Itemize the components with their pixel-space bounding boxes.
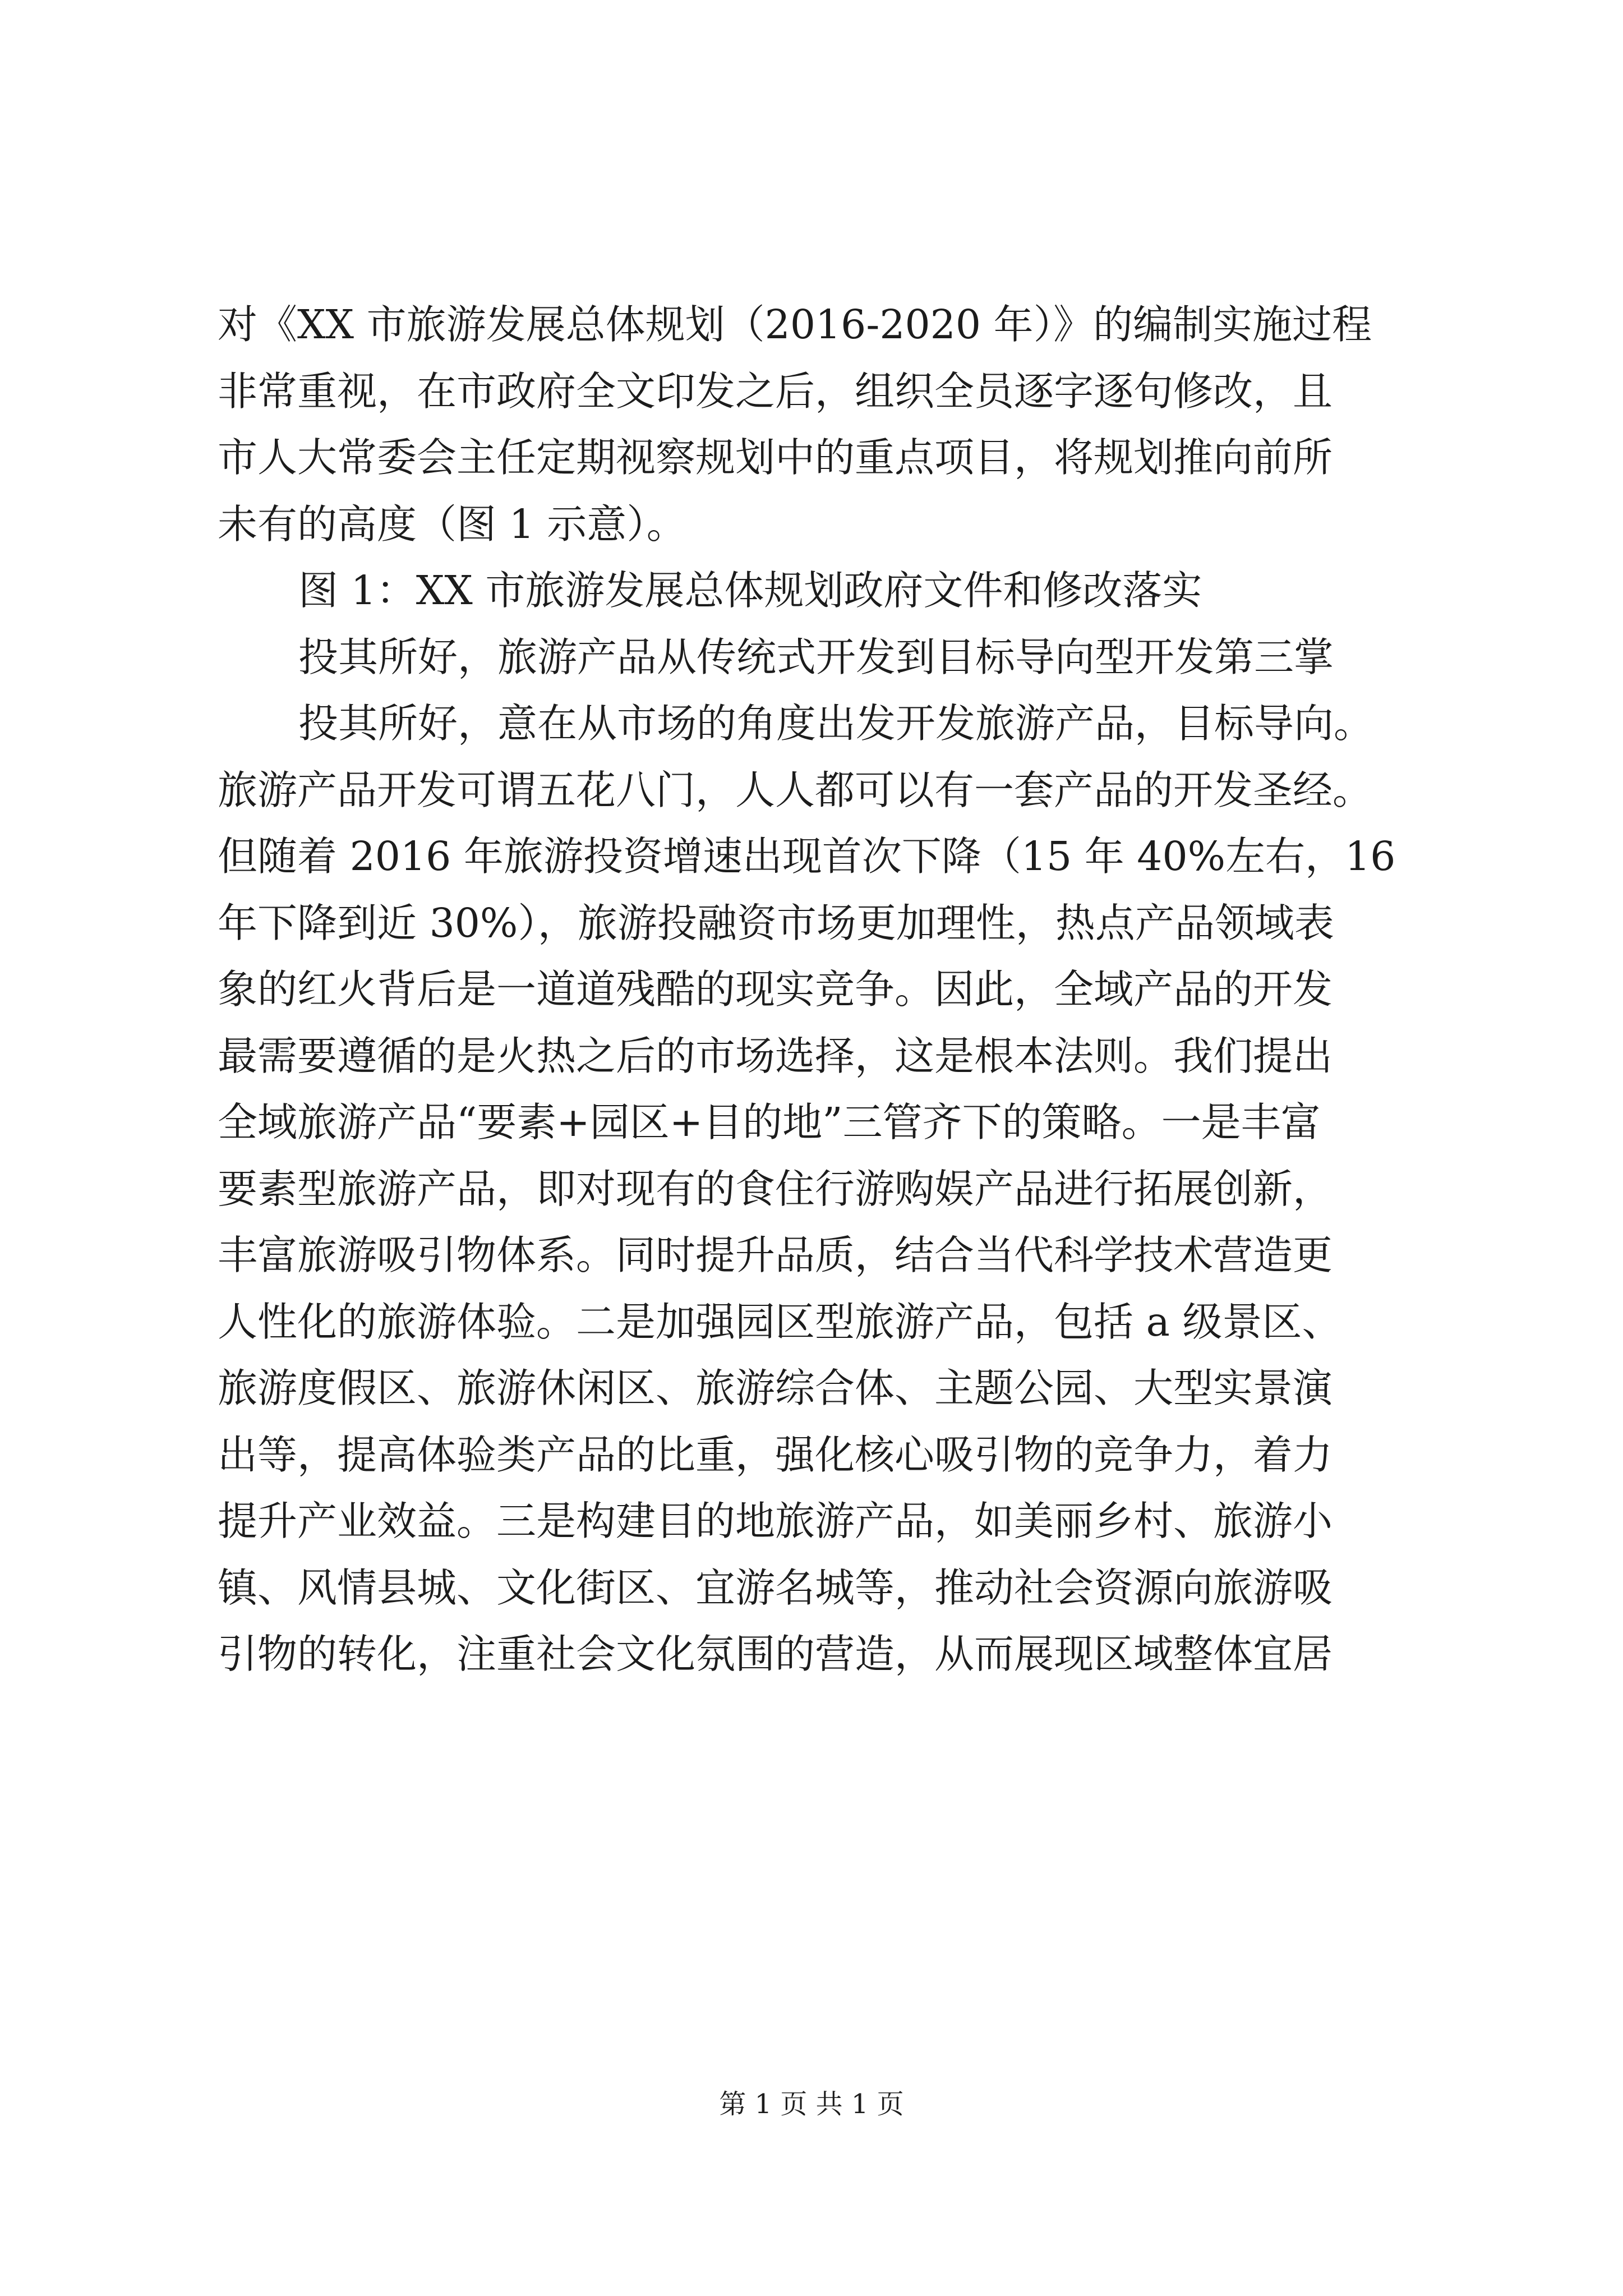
text-line: 出等，提高体验类产品的比重，强化核心吸引物的竞争力，着力 [218, 1431, 1333, 1478]
text-line: 最需要遵循的是火热之后的市场选择，这是根本法则。我们提出 [218, 1032, 1333, 1079]
text-line: 市人大常委会主任定期视察规划中的重点项目，将规划推向前所 [218, 434, 1333, 481]
text-line: 旅游产品开发可谓五花八门，人人都可以有一套产品的开发圣经。 [218, 766, 1373, 813]
text-line: 但随着 2016 年旅游投资增速出现首次下降（15 年 40%左右，16 [218, 833, 1396, 880]
text-line: 全域旅游产品“要素+园区+目的地”三管齐下的策略。一是丰富 [218, 1099, 1321, 1145]
text-line: 非常重视，在市政府全文印发之后，组织全员逐字逐句修改，且 [218, 367, 1333, 415]
text-line: 引物的转化，注重社会文化氛围的营造，从而展现区域整体宜居 [218, 1631, 1333, 1677]
page-footer: 第 1 页 共 1 页 [719, 2088, 904, 2120]
text-line: 人性化的旅游体验。二是加强园区型旅游产品，包括 a 级景区、 [218, 1298, 1342, 1345]
text-line: 象的红火背后是一道道残酷的现实竞争。因此，全域产品的开发 [218, 966, 1333, 1013]
body-text [218, 292, 1423, 1688]
text-line: 未有的高度（图 1 示意）。 [218, 500, 686, 547]
text-line: 镇、风情县城、文化街区、宜游名城等，推动社会资源向旅游吸 [218, 1564, 1333, 1611]
paragraph-first-line: 投其所好，意在从市场的角度出发开发旅游产品，目标导向。 [298, 700, 1374, 747]
text-line: 对《XX 市旅游发展总体规划（2016-2020 年）》的编制实施过程 [218, 301, 1372, 348]
figure-caption: 图 1：XX 市旅游发展总体规划政府文件和修改落实 [298, 567, 1202, 614]
text-line: 丰富旅游吸引物体系。同时提升品质，结合当代科学技术营造更 [218, 1232, 1333, 1278]
section-heading: 投其所好，旅游产品从传统式开发到目标导向型开发第三掌 [298, 633, 1334, 680]
text-line: 提升产业效益。三是构建目的地旅游产品，如美丽乡村、旅游小 [218, 1498, 1333, 1544]
text-line: 旅游度假区、旅游休闲区、旅游综合体、主题公园、大型实景演 [218, 1365, 1333, 1411]
text-line: 要素型旅游产品，即对现有的食住行游购娱产品进行拓展创新， [218, 1165, 1333, 1212]
text-line: 年下降到近 30%），旅游投融资市场更加理性，热点产品领域表 [218, 899, 1334, 946]
